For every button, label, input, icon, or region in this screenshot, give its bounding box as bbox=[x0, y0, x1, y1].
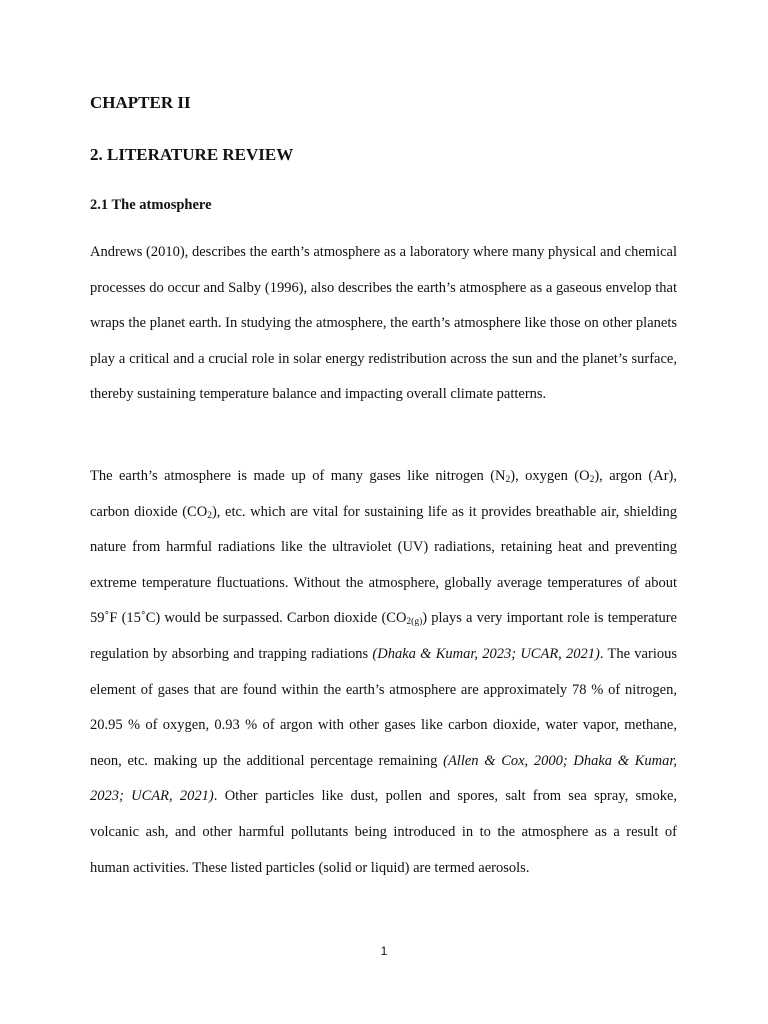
paragraph-atmosphere-definition: Andrews (2010), describes the earth’s atmosphere as a laboratory where many physical and chemical processes do occur and Salby (1996), also describes the earth’s atmosphere as a gaseous envelop that wraps the planet earth. In studying the atmosphere, the earth’s atmosphere like those on other planets play a critical and a crucial role in solar energy redistribution across the sun and the planet’s surface, thereby sustaining temperature balance and impacting overall climate patterns. bbox=[90, 244, 677, 403]
subscript: 2 bbox=[505, 475, 511, 485]
paragraph-atmosphere-composition bbox=[90, 459, 677, 886]
paragraph-text: . The various element of gases that are found within the earth’s atmosphere are approximately 78 % of nitrogen, 20.95 % of oxygen, 0.93 % of argon with other gases like carbon dioxide, water vapor, methane, neon, etc. making up the additional percentage remaining bbox=[90, 645, 677, 769]
paragraph-text: The earth’s atmosphere is made up of many gases like nitrogen (N bbox=[90, 468, 506, 484]
section-title: 2. LITERATURE REVIEW bbox=[90, 145, 294, 164]
citation: (Dhaka & Kumar, 2023; UCAR, 2021) bbox=[372, 645, 600, 662]
subscript: 2(g) bbox=[406, 617, 423, 628]
paragraph-text: . Other particles like dust, pollen and spores, salt from sea spray, smoke, volcanic ash, and other harmful pollutants being introduced in to the atmosphere as a result of human activities. These listed particles (solid or liquid) are termed aerosols. bbox=[90, 788, 678, 876]
subsection-title: 2.1 The atmosphere bbox=[90, 197, 212, 213]
paragraph-text: ) plays a very important role is temperature regulation by absorbing and trapping radiations bbox=[90, 610, 677, 662]
subscript: 2 bbox=[589, 475, 595, 485]
page-number: 1 bbox=[380, 944, 388, 958]
paragraph-text: ), etc. which are vital for sustaining life as it provides breathable air, shielding nature from harmful radiations like the ultraviolet (UV) radiations, retaining heat and preventing extreme temperature fluctuations. Without the atmosphere, globally average temperatures of about 59˚F (15˚C) would be surpassed. Carbon dioxide (CO bbox=[90, 503, 678, 627]
subscript: 2 bbox=[207, 510, 212, 521]
chapter-title: CHAPTER II bbox=[90, 93, 191, 112]
citation: (Allen & Cox, 2000; Dhaka & Kumar, 2023; UCAR, 2021) bbox=[90, 752, 677, 805]
paragraph-text: ), argon (Ar), carbon dioxide (CO bbox=[90, 468, 677, 520]
paragraph-text: ), oxygen (O bbox=[510, 468, 590, 484]
